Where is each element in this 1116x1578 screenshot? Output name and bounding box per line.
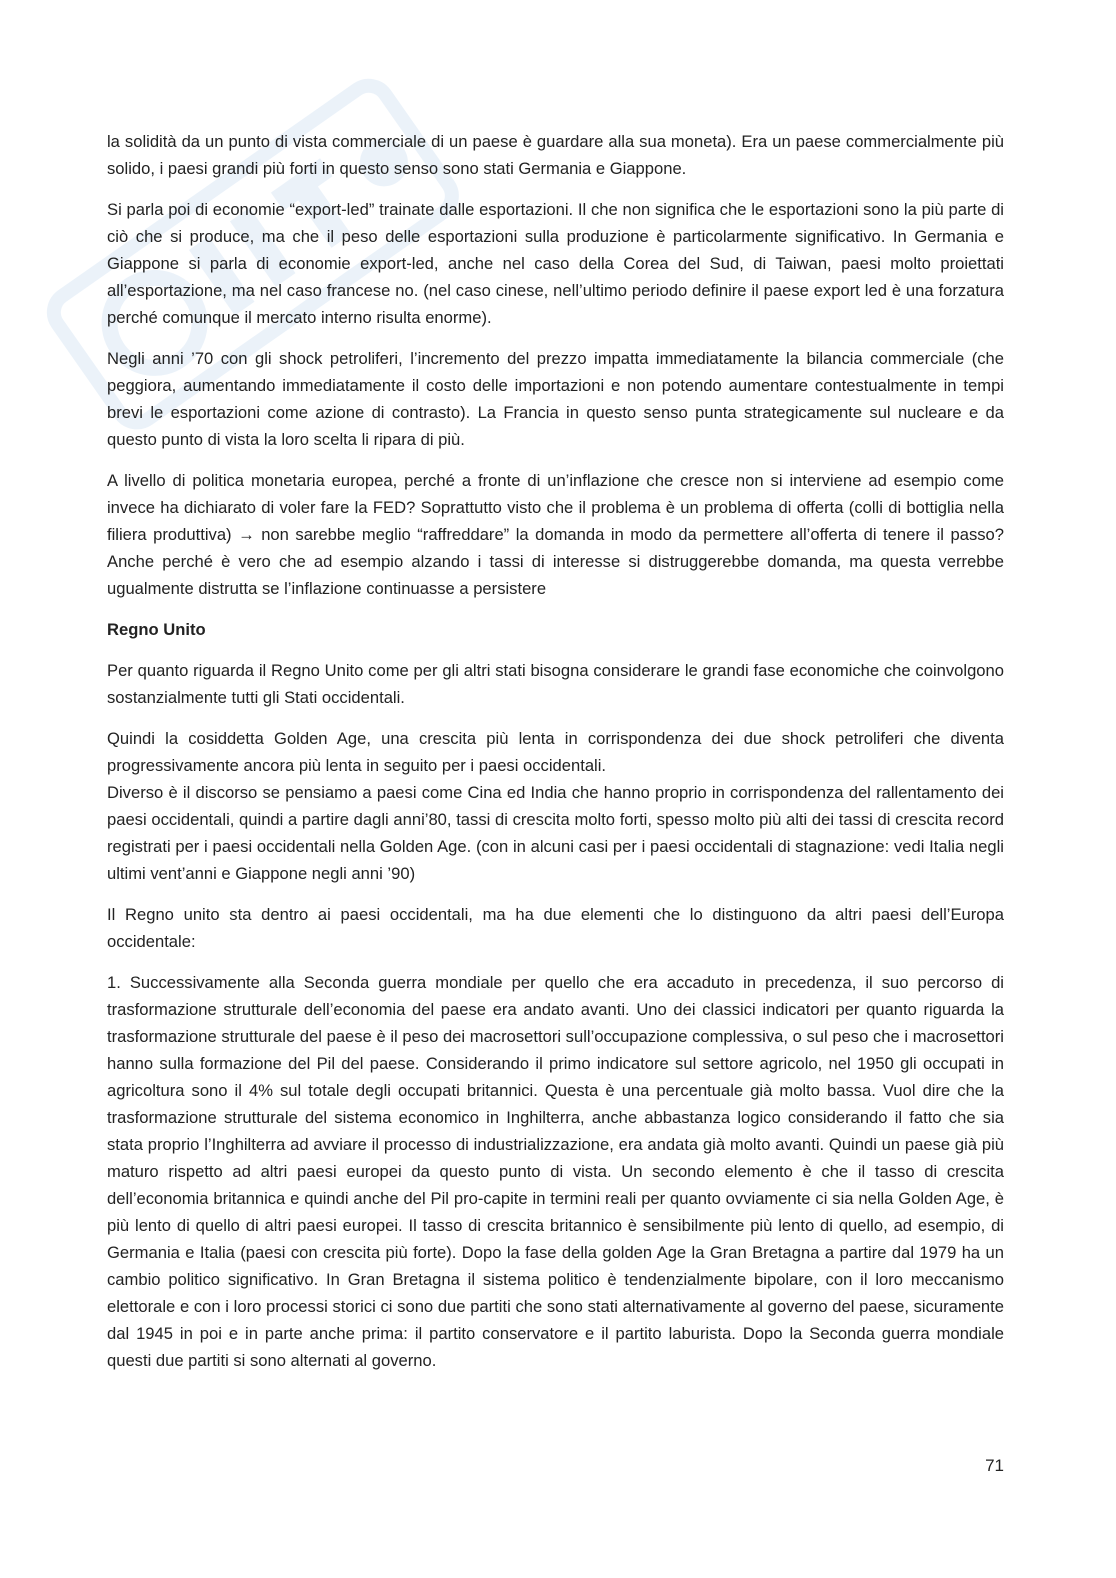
document-page — [107, 128, 1004, 1388]
paragraph: Diverso è il discorso se pensiamo a paesi come Cina ed India che hanno proprio in corrispondenza del rallentamento dei paesi occidentali, quindi a partire dagli anni’80, tassi di crescita molto forti, spesso molto più alti dei tassi di crescita record registrati per i paesi occidentali nella Golden Age. (con in alcuni casi per i paesi occidentali di stagnazione: vedi Italia negli ultimi vent’anni e Giappone negli anni ’90) — [107, 783, 1004, 883]
section-heading: Regno Unito — [107, 620, 206, 639]
page-number: 71 — [985, 1456, 1004, 1475]
paragraph: Il Regno unito sta dentro ai paesi occidentali, ma ha due elementi che lo distinguono da altri paesi dell’Europa occidentale: — [107, 905, 1004, 951]
paragraph: A livello di politica monetaria europea, perché a fronte di un’inflazione che cresce non si interviene ad esempio come invece ha dichiarato di voler fare la FED? Soprattutto visto che il problema è un problema di offerta (colli di bottiglia nella filiera produttiva) → non sarebbe meglio “raffreddare” la domanda in modo da permettere all’offerta di tenere il passo? Anche perché è vero che ad esempio alzando i tassi di interesse si distruggerebbe domanda, ma questa verrebbe ugualmente distrutta se l’inflazione continuasse a persistere — [107, 471, 1004, 598]
paragraph: Quindi la cosiddetta Golden Age, una crescita più lenta in corrispondenza dei due shock petroliferi che diventa progressivamente ancora più lenta in seguito per i paesi occidentali. — [107, 729, 1004, 775]
paragraph: Negli anni ’70 con gli shock petroliferi, l’incremento del prezzo impatta immediatamente la bilancia commerciale (che peggiora, aumentando immediatamente il costo delle importazioni e non potendo aumentare contestualmente in tempi brevi le esportazioni come azione di contrasto). La Francia in questo senso punta strategicamente sul nucleare e da questo punto di vista la loro scelta li ripara di più. — [107, 349, 1004, 449]
paragraph: Si parla poi di economie “export-led” trainate dalle esportazioni. Il che non significa che le esportazioni sono la più parte di ciò che si produce, ma che il peso delle esportazioni sulla produzione è particolarmente significativo. In Germania e Giappone si parla di economie export-led, anche nel caso della Corea del Sud, di Taiwan, paesi molto proiettati all’esportazione, ma nel caso francese no. (nel caso cinese, nell’ultimo periodo definire il paese export led è una forzatura perché comunque il mercato interno risulta enorme). — [107, 200, 1004, 327]
list-item-paragraph: 1. Successivamente alla Seconda guerra mondiale per quello che era accaduto in precedenza, il suo percorso di trasformazione strutturale dell’economia del paese era andato avanti. Uno dei classici indicatori per quanto riguarda la trasformazione strutturale del paese è il peso dei macrosettori sull’occupazione complessiva, o sul peso che i macrosettori hanno sulla formazione del Pil del paese. Considerando il primo indicatore sul settore agricolo, nel 1950 gli occupati in agricoltura sono il 4% sul totale degli occupati britannici. Questa è una percentuale già molto bassa. Vuol dire che la trasformazione strutturale del sistema economico in Inghilterra, anche abbastanza logico considerando il fatto che sia stata proprio l’Inghilterra ad avviare il processo di industrializzazione, era andata già molto avanti. Quindi un paese già più maturo rispetto ad altri paesi europei da questo punto di vista. Un secondo elemento è che il tasso di crescita dell’economia britannica e quindi anche del Pil pro-capite in termini reali per quanto ovviamente ci sia nella Golden Age, è più lento di quello di altri paesi europei. Il tasso di crescita britannico è sensibilmente più lento di quello, ad esempio, di Germania e Italia (paesi con crescita più forte). Dopo la fase della golden Age la Gran Bretagna a partire dal 1979 ha un cambio politico significativo. In Gran Bretagna il sistema politico è tendenzialmente bipolare, con il loro meccanismo elettorale e con i loro processi storici ci sono due partiti che sono stati alternativamente al governo del paese, sicuramente dal 1945 in poi e in parte anche prima: il partito conservatore e il partito laburista. Dopo la Seconda guerra mondiale questi due partiti si sono alternati al governo. — [107, 973, 1004, 1370]
paragraph: la solidità da un punto di vista commerciale di un paese è guardare alla sua moneta). Era un paese commercialmente più solido, i paesi grandi più forti in questo senso sono stati Germania e Giappone. — [107, 132, 1004, 178]
paragraph: Per quanto riguarda il Regno Unito come per gli altri stati bisogna considerare le grandi fase economiche che coinvolgono sostanzialmente tutti gli Stati occidentali. — [107, 661, 1004, 707]
